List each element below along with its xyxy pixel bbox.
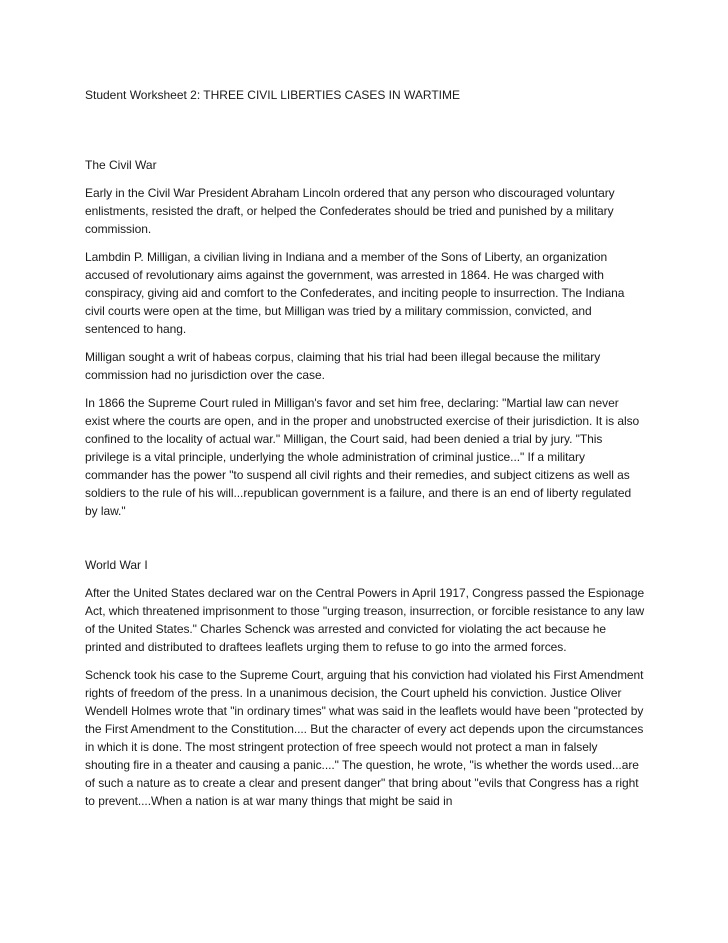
section-heading: The Civil War	[85, 158, 157, 172]
section-heading: World War I	[85, 558, 148, 572]
paragraph: Lambdin P. Milligan, a civilian living in Indiana and a member of the Sons of Liberty, an organization accused of revolutionary aims against the government, was arrested in 1864. He was charged with conspiracy, giving aid and comfort to the Confederates, and inciting people to insurrection. The Indiana civil courts were open at the time, but Milligan was tried by a military commission, convicted, and sentenced to hang.	[85, 250, 625, 336]
document-body	[85, 86, 645, 820]
document-title: Student Worksheet 2: THREE CIVIL LIBERTIES CASES IN WARTIME	[85, 88, 461, 102]
paragraph: Schenck took his case to the Supreme Court, arguing that his conviction had violated his First Amendment rights of freedom of the press. In a unanimous decision, the Court upheld his conviction. Justice Oliver Wendell Holmes wrote that "in ordinary times" what was said in the leaflets would have been "protected by the First Amendment to the Constitution.... But the character of every act depends upon the circumstances in which it is done. The most stringent protection of free speech would not protect a man in falsely shouting fire in a theater and causing a panic...." The question, he wrote, "is whether the words used...are of such a nature as to create a clear and present danger" that bring about "evils that Congress has a right to prevent....When a nation is at war many things that might be said in	[85, 668, 644, 808]
paragraph: In 1866 the Supreme Court ruled in Milligan's favor and set him free, declaring: "Martial law can never exist where the courts are open, and in the proper and unobstructed exercise of their jurisdiction. It is also confined to the locality of actual war." Milligan, the Court said, had been denied a trial by jury. "This privilege is a vital principle, underlying the whole administration of criminal justice..." If a military commander has the power "to suspend all civil rights and their remedies, and subject citizens as well as soldiers to the rule of his will...republican government is a failure, and there is an end of liberty regulated by law."	[85, 396, 640, 518]
paragraph: Early in the Civil War President Abraham Lincoln ordered that any person who discouraged voluntary enlistments, resisted the draft, or helped the Confederates should be tried and punished by a military commission.	[85, 186, 615, 236]
section-world-war-i	[85, 556, 645, 810]
paragraph: After the United States declared war on the Central Powers in April 1917, Congress passed the Espionage Act, which threatened imprisonment to those "urging treason, insurrection, or forcible resistance to any law of the United States." Charles Schenck was arrested and convicted for violating the act because he printed and distributed to draftees leaflets urging them to refuse to go into the armed forces.	[85, 586, 645, 654]
section-civil-war	[85, 156, 645, 520]
paragraph: Milligan sought a writ of habeas corpus, claiming that his trial had been illegal because the military commission had no jurisdiction over the case.	[85, 350, 601, 382]
